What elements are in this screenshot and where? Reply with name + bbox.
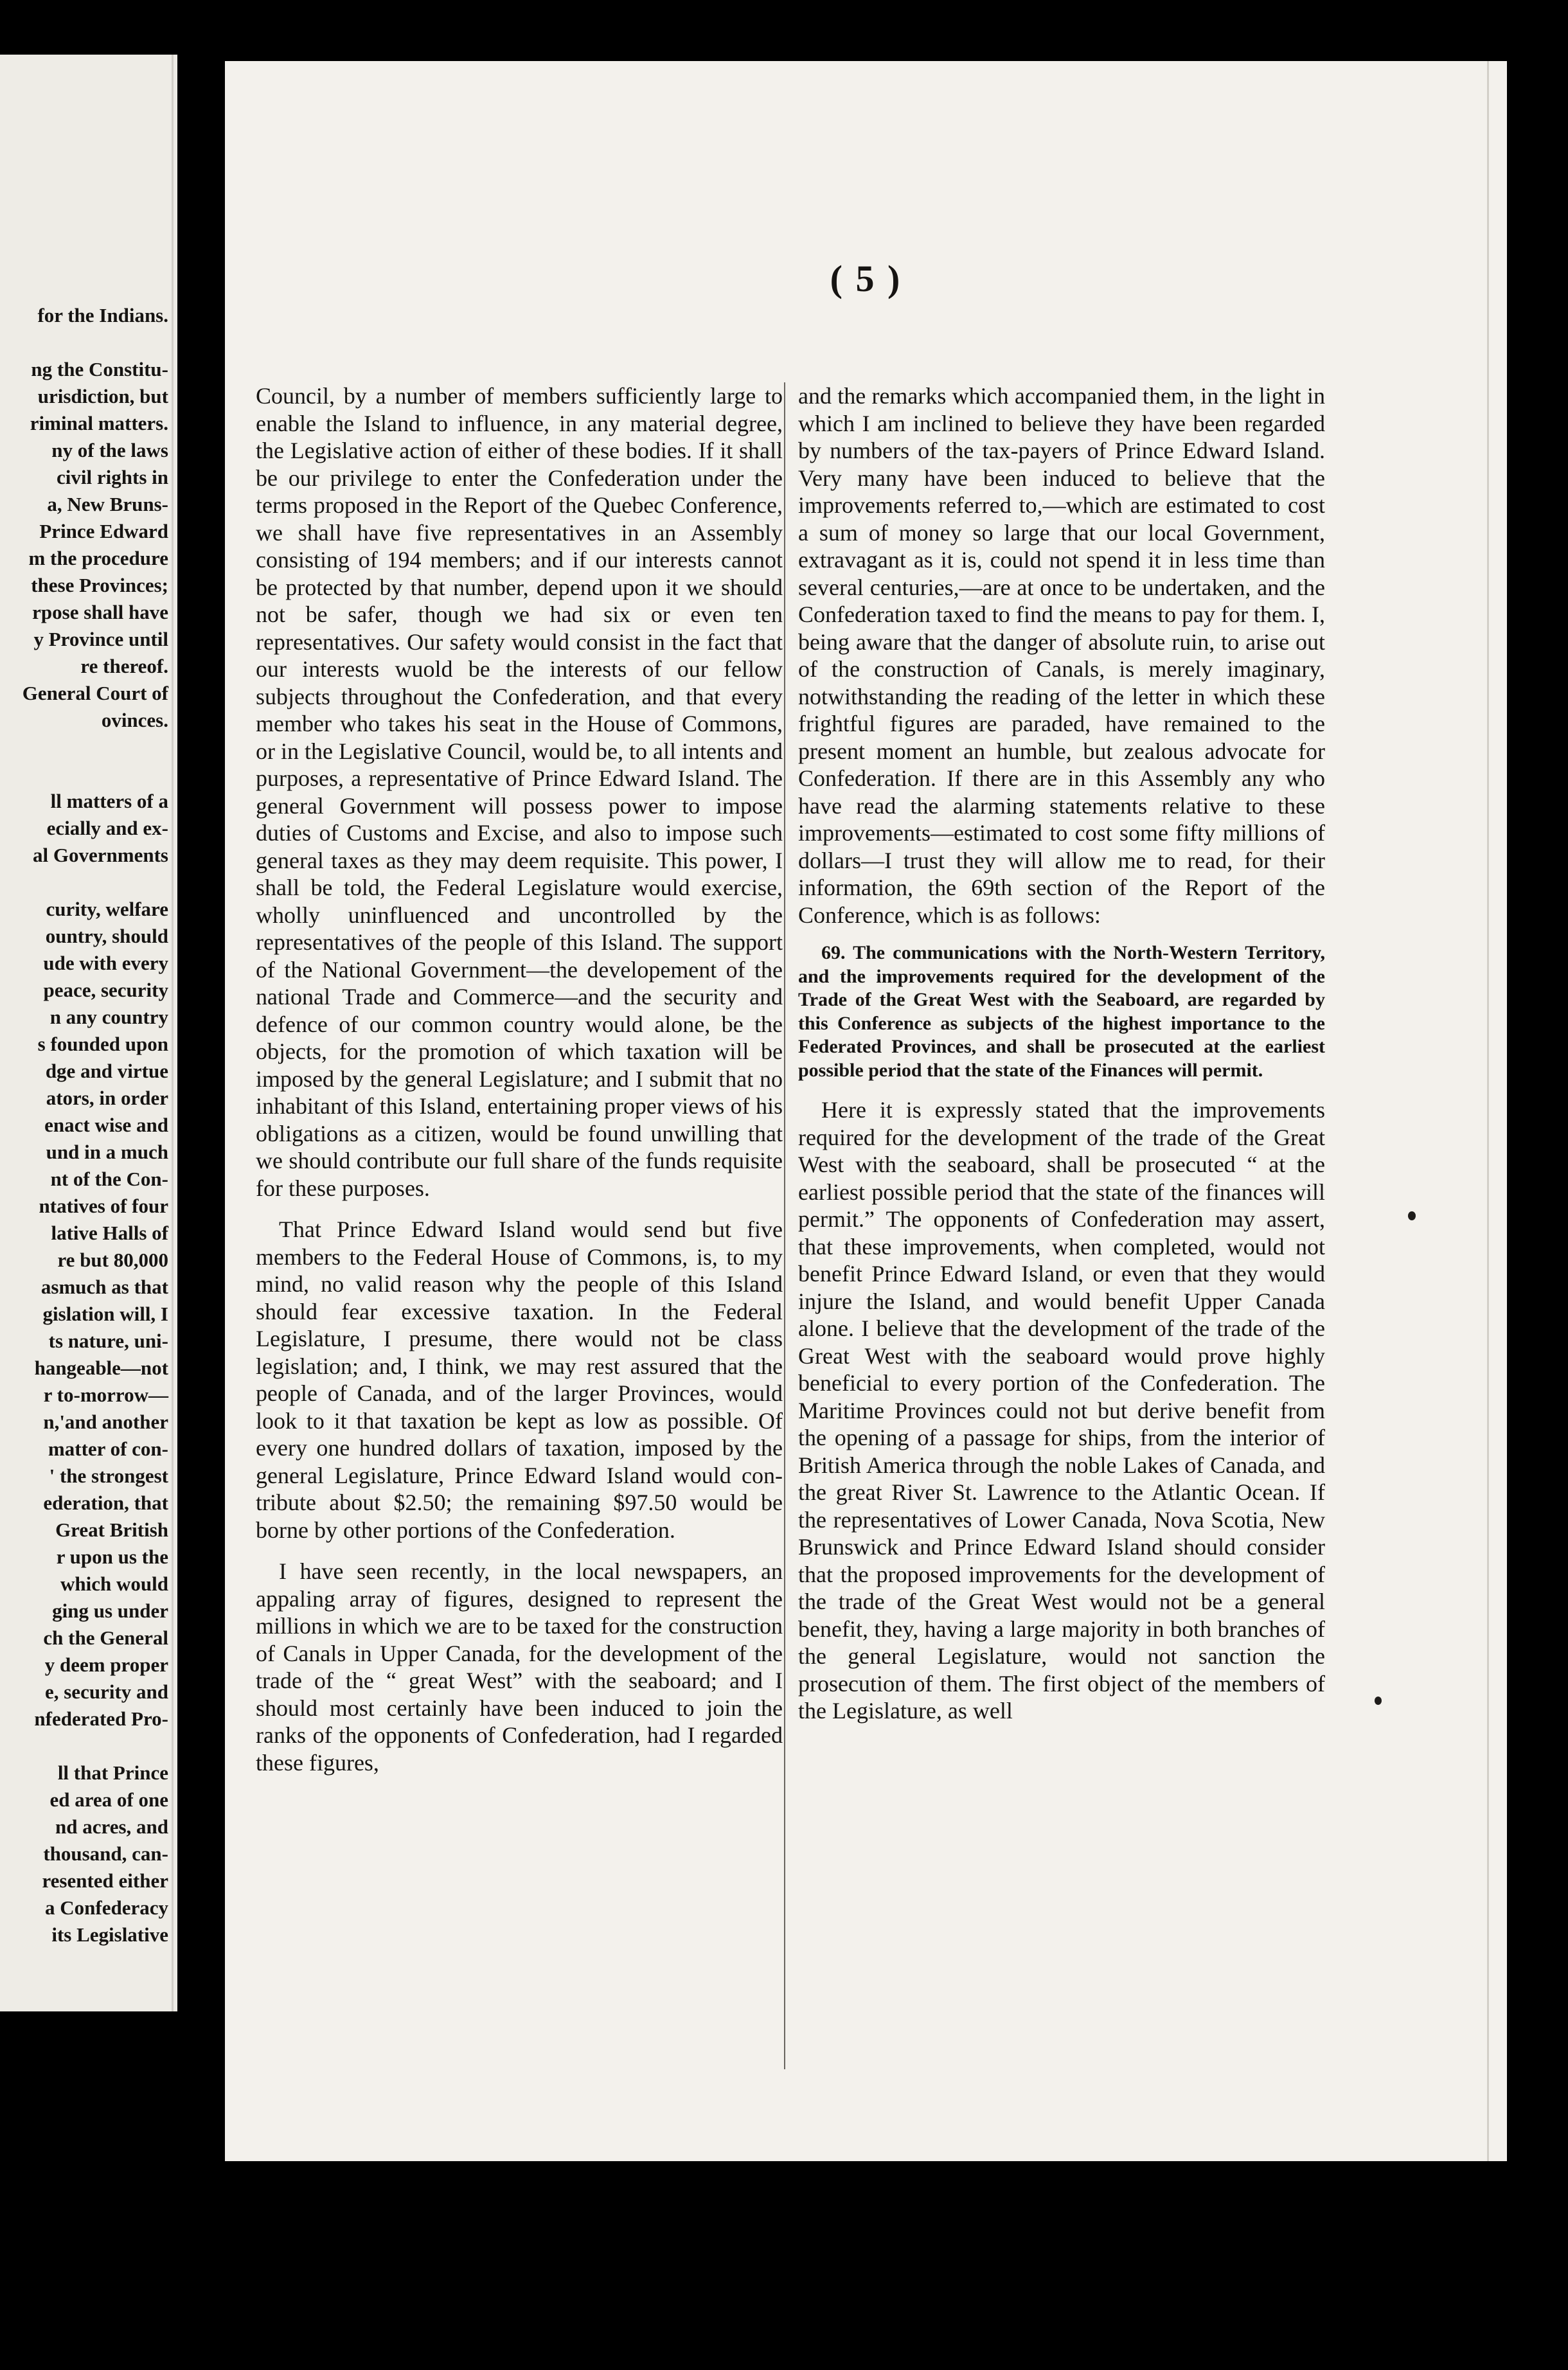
previous-page-line: gislation will, I [42,1303,168,1325]
previous-page-line: Prince Edward [39,520,168,542]
left-column-paragraph: I have seen recently, in the local newspapers, an appaling array of figures, designed to represent the millions in which we are to be taxed for the construction of Canals in Upper Canada, for the development of the trade of the “ great West” with the seaboard; and I should most certainly have been induced to join the ranks of the opponents of Confederation, had I regarded these figures, [256,1558,783,1776]
previous-page-line: nt of the Con- [50,1168,168,1190]
previous-page-line: e, security and [44,1680,168,1703]
previous-page-line: ll that Prince [57,1761,168,1784]
previous-page-line: ging us under [52,1599,168,1622]
right-column [798,382,1325,1725]
previous-page-line: urisdiction, but [37,385,168,407]
previous-page-line: ude with every [43,952,168,974]
previous-page-text [0,302,177,1948]
right-column-paragraph: Here it is expressly stated that the improvements required for the development of the trade of the Great West with the seaboard, shall be prosecuted “ at the earliest possible period that the state of the finances will permit.” The opponents of Confederation may assert, that these improvements, when completed, would not benefit Prince Edward Island, or even that they would injure the Island, and would benefit Upper Canada alone. I believe that the development of the trade of the Great West with the seaboard would prove highly beneficial to every portion of the Confederation. The Maritime Provinces could not but derive benefit from the opening of a passage for ships, from the interior of British America through the noble Lakes of Canada, and the great River St. Lawrence to the Atlantic Ocean. If the representatives of Lower Canada, Nova Scotia, New Brunswick and Prince Edward Island should consider that the proposed improvements for the development of the trade of the Great West would not be a general benefit, they, having a large majority in both branches of the general Legislature, would not sanction the prosecution of them. The first object of the members of the Legislature, as well [798,1097,1325,1724]
previous-page-line: a, New Bruns- [47,493,168,515]
previous-page-line: rpose shall have [32,601,168,623]
previous-page-line: enact wise and [44,1114,168,1136]
previous-page-line: civil rights in [57,466,168,488]
previous-page-line: ll matters of a [50,790,168,812]
previous-page-line: ecially and ex- [46,817,168,839]
right-column-paragraph: and the remarks which accompanied them, in the light in which I am inclined to believe they have been regarded by numbers of the tax-payers of Prince Edward Island. Very many have been induced to believe that the improvements referred to,—which are estimated to cost a sum of money so large that our local Government, extravagant as it is, could not spend it in less time than several centuries,—are at once to be undertaken, and the Confederation taxed to find the means to pay for them. I, being aware that the danger of absolute ruin, to arise out of the construction of Canals, is merely imaginary, notwithstanding the reading of the letter in which these frightful figures are paraded, have remained to the present moment an humble, but zealous advocate for Confederation. If there are in this Assembly any who have read the alarming statements relative to these improvements—estimated to cost some fifty millions of dollars—I trust they will allow me to read, for their information, the 69th section of the Report of the Conference, which is as follows: [798,383,1325,928]
left-column-paragraph: Council, by a number of members sufficiently large to enable the Island to influence, in any material degree, the Legislative action of either of these bodies. If it shall be our privilege to enter the Confederation under the terms proposed in the Report of the Quebec Conference, we shall have five representatives in an Assembly consisting of 194 members; and if our interests cannot be protected by that number, depend upon it we should not be safer, though we had six or even ten representatives. Our safety would consist in the fact that our interests wuold be the interests of our fellow subjects throughout the Confederation, and that every member who takes his seat in the House of Commons, or in the Legislative Council, would be, to all intents and purposes, a representative of Prince Edward Island. The general Government will possess power to impose duties of Customs and Excise, and also to impose such general taxes as they may deem requisite. This power, I shall be told, the Federal Legislature would exercise, wholly uninfluenced and uncontrolled by the representatives of the people of this Island. The support of the National Government—the developement of the national Trade and Commerce—and the security and defence of our common country would alone, be the objects, for the promotion of which taxation will be imposed by the general Legislature; and I submit that no inhabitant of this Island, entertaining proper views of his obligations as a citizen, would be found unwilling that we should contribute our full share of the funds requisite for these purposes. [256,383,783,1201]
previous-page-line: nfederated Pro- [34,1707,168,1730]
previous-page-line: peace, security [43,979,168,1001]
previous-page-line: for the Indians. [37,304,168,326]
previous-page-line: dge and virtue [45,1060,168,1082]
previous-page-fragment [0,55,177,2011]
previous-page-line: nd acres, and [55,1815,168,1838]
ink-speck [1375,1697,1382,1705]
previous-page-line: lative Halls of [51,1222,168,1244]
previous-page-line: ed area of one [49,1788,168,1811]
left-column-paragraph: That Prince Edward Island would send but five members to the Federal House of Commons, is, to my mind, no valid reason why the people of this Island should fear excessive taxation. In the Federal Legislature, I presume, there would not be class legislation; and, I think, we may rest assured that the people of Canada, and of the larger Provinces, would look to it that taxation be kept as low as possible. Of every one hundred dollars of taxation, imposed by the general Legislature, Prince Edward Island would contribute about $2.50; the remaining $97.50 would be borne by other portions of the Confederation. [256,1216,783,1543]
previous-page-line: ovinces. [101,709,168,731]
previous-page-line: ' the strongest [49,1465,168,1487]
previous-page-line: re thereof. [80,655,168,677]
previous-page-line: thousand, can- [43,1842,168,1865]
quoted-section-69: 69. The communications with the North-Western Territory, and the improvements required for the development of the Trade of the Great West with the Seaboard, are regarded by this Conference as subjects of the highest importance to the Federated Provinces, and shall be prosecuted at the earliest possible period that the state of the Finances will permit. [798,942,1325,1081]
previous-page-line: y deem proper [44,1653,168,1676]
previous-page-line: y Province until [33,628,168,650]
previous-page-line: these Provinces; [31,574,168,596]
previous-page-line: matter of con- [48,1438,168,1460]
previous-page-line: its Legislative [51,1923,168,1946]
left-column [256,382,783,1776]
previous-page-line: which would [60,1573,168,1595]
previous-page-line: asmuch as that [40,1276,168,1298]
page-fold-line [1487,61,1489,2161]
document-page [225,61,1507,2161]
previous-page-line: r upon us the [56,1546,168,1568]
previous-page-line: ountry, should [45,925,168,947]
previous-page-line: ts nature, uni- [48,1330,168,1352]
page-number: ( 5 ) [830,258,902,299]
previous-page-line: ederation, that [43,1492,168,1514]
previous-page-line: resented either [42,1869,168,1892]
previous-page-line: curity, welfare [46,898,168,920]
previous-page-line: ntatives of four [39,1195,168,1217]
previous-page-line: ch the General [43,1626,168,1649]
previous-page-line: n any country [49,1006,168,1028]
previous-page-line: re but 80,000 [57,1249,168,1271]
previous-page-line: Great British [55,1519,168,1541]
previous-page-line: al Governments [33,844,168,866]
previous-page-line: r to-morrow— [43,1384,168,1406]
previous-page-line: General Court of [22,682,168,704]
previous-page-line: und in a much [46,1141,168,1163]
previous-page-line: a Confederacy [45,1896,168,1919]
column-divider [784,382,785,2069]
previous-page-line: ny of the laws [51,439,168,461]
previous-page-line: m the procedure [28,547,168,569]
previous-page-line: n,'and another [43,1411,168,1433]
previous-page-line: s founded upon [37,1033,168,1055]
previous-page-line: ators, in order [46,1087,168,1109]
previous-page-line: riminal matters. [30,412,168,434]
previous-page-line: ng the Constitu- [31,358,168,380]
ink-speck [1408,1211,1416,1220]
previous-page-line: hangeable—not [34,1357,168,1379]
